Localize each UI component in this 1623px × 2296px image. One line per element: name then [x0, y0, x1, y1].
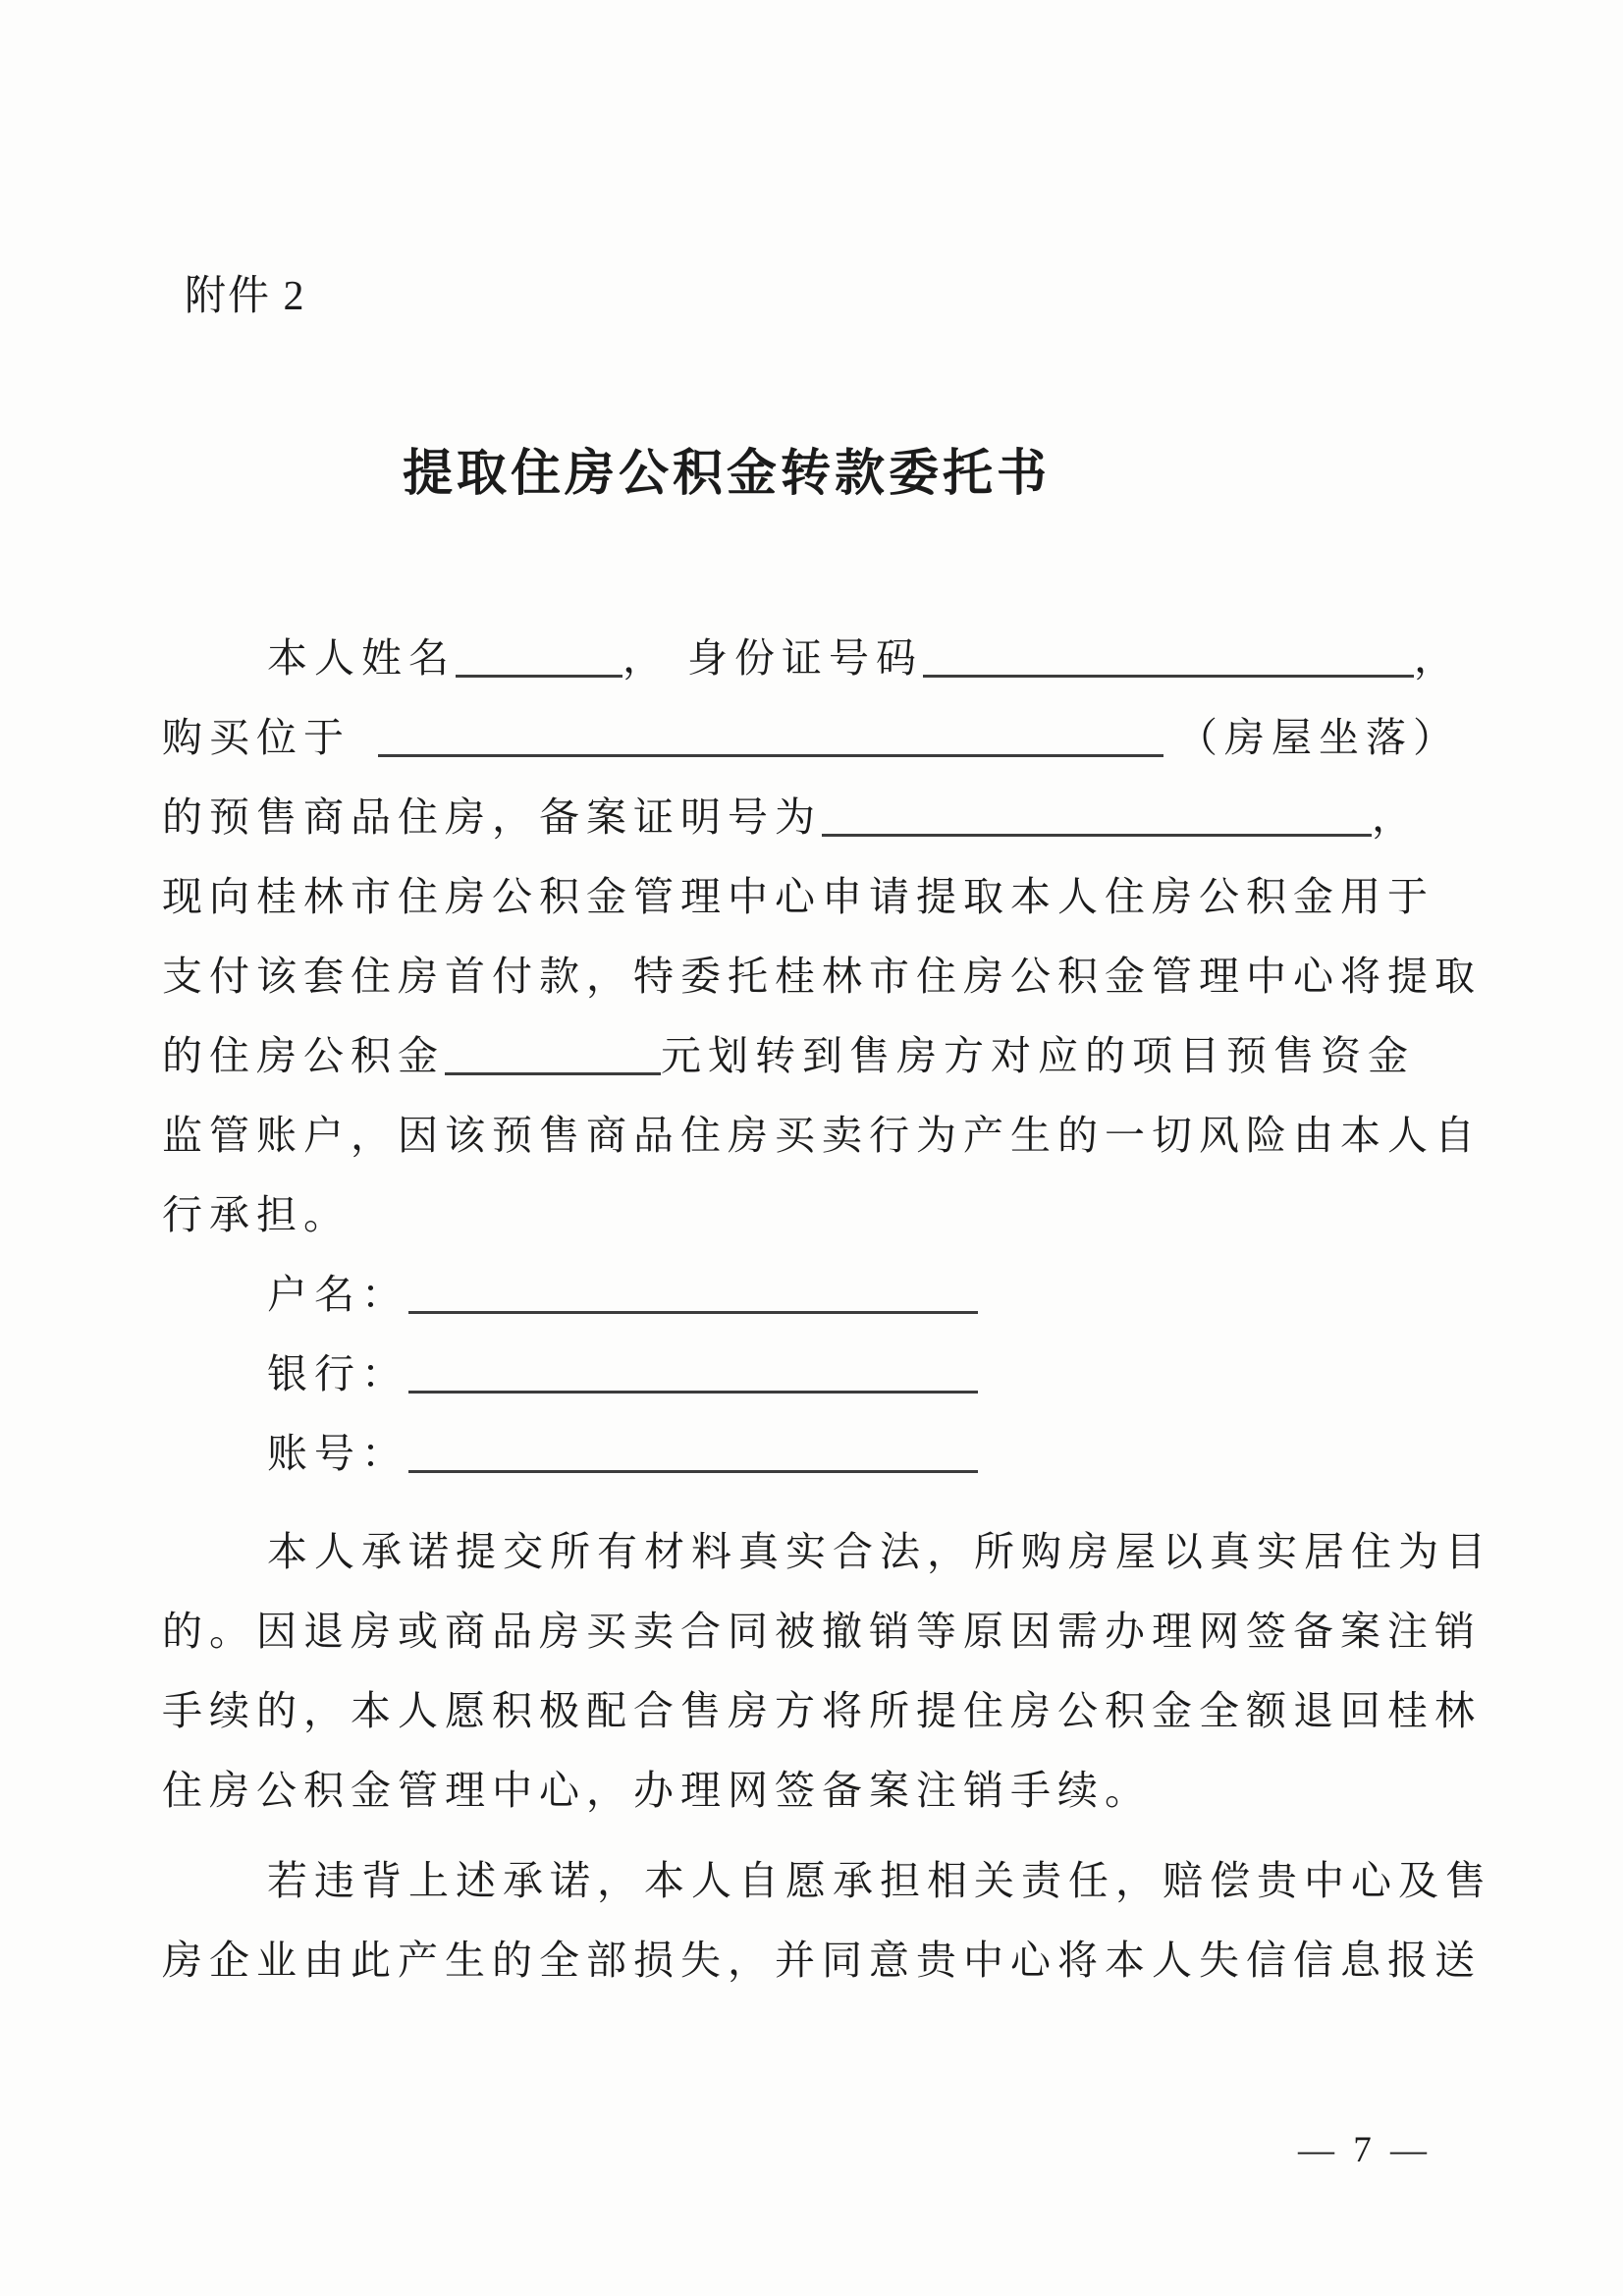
house-location-blank	[378, 714, 1163, 757]
text-segment: 若违背上述承诺，本人自愿承担相关责任，赔偿贵中心及售	[267, 1858, 1492, 1903]
text-segment: 现向桂林市住房公积金管理中心申请提取本人住房公积金用于	[162, 874, 1434, 919]
text-segment: 的。因退房或商品房买卖合同被撤销等原因需办理网签备案注销	[162, 1609, 1482, 1654]
bank-info-section	[162, 1255, 1478, 1494]
account-name-blank	[408, 1271, 978, 1314]
text-line	[162, 1671, 1482, 1751]
text-line	[162, 1335, 1478, 1414]
text-segment: 购买位于	[162, 715, 351, 760]
text-segment: 本人承诺提交所有材料真实合法，所购房屋以真实居住为目	[267, 1529, 1492, 1574]
attachment-label: 附件 2	[185, 274, 306, 319]
document-title: 提取住房公积金转款委托书	[402, 447, 1051, 502]
page-number: — 7 —	[1298, 2130, 1432, 2170]
text-segment: 房企业由此产生的全部损失，并同意贵中心将本人失信信息报送	[162, 1938, 1482, 1983]
paragraph-delegation	[162, 619, 1482, 1255]
text-line	[162, 1016, 1478, 1096]
text-line	[162, 1841, 1492, 1921]
text-segment: 账号：	[267, 1431, 408, 1476]
text-line	[162, 1255, 1478, 1335]
text-segment: 元划转到售房方对应的项目预售资金	[661, 1033, 1415, 1078]
text-segment: 银行：	[267, 1351, 408, 1396]
document-body	[162, 619, 1492, 2000]
text-line	[162, 1096, 1482, 1175]
paragraph-commitment	[162, 1512, 1492, 1831]
text-segment: ，	[622, 635, 670, 681]
text-segment: ，	[1372, 794, 1419, 840]
text-line	[162, 1592, 1482, 1671]
bank-name-blank	[408, 1350, 978, 1394]
text-segment: 行承担。	[162, 1192, 351, 1237]
text-line	[162, 1175, 1478, 1255]
transfer-amount-blank	[445, 1032, 661, 1075]
text-segment: 户名：	[267, 1272, 408, 1317]
paragraph-liability	[162, 1841, 1492, 2000]
text-segment: 身份证号码	[687, 635, 923, 681]
applicant-name-blank	[456, 634, 622, 678]
text-line	[162, 1751, 1478, 1831]
text-line	[162, 1512, 1492, 1592]
text-segment: 本人姓名	[267, 635, 456, 681]
text-segment: 支付该套住房首付款，特委托桂林市住房公积金管理中心将提取	[162, 954, 1482, 999]
text-segment: 手续的，本人愿积极配合售房方将所提住房公积金全额退回桂林	[162, 1688, 1482, 1733]
text-line	[162, 937, 1482, 1016]
text-segment: 住房公积金管理中心，办理网签备案注销手续。	[162, 1768, 1152, 1813]
text-segment: ，	[1414, 635, 1461, 681]
text-segment: 的住房公积金	[162, 1033, 445, 1078]
text-line	[162, 698, 1478, 778]
account-number-blank	[408, 1430, 978, 1473]
text-segment: （房屋坐落）	[1177, 715, 1460, 760]
text-segment: 监管账户，因该预售商品住房买卖行为产生的一切风险由本人自	[162, 1113, 1482, 1158]
text-line	[162, 778, 1478, 857]
text-line	[162, 619, 1478, 698]
id-number-blank	[923, 634, 1414, 678]
record-certificate-number-blank	[822, 793, 1372, 837]
text-segment: 的预售商品住房，备案证明号为	[162, 794, 822, 840]
text-line	[162, 1921, 1482, 2000]
text-line	[162, 1414, 1478, 1494]
text-line	[162, 857, 1478, 937]
